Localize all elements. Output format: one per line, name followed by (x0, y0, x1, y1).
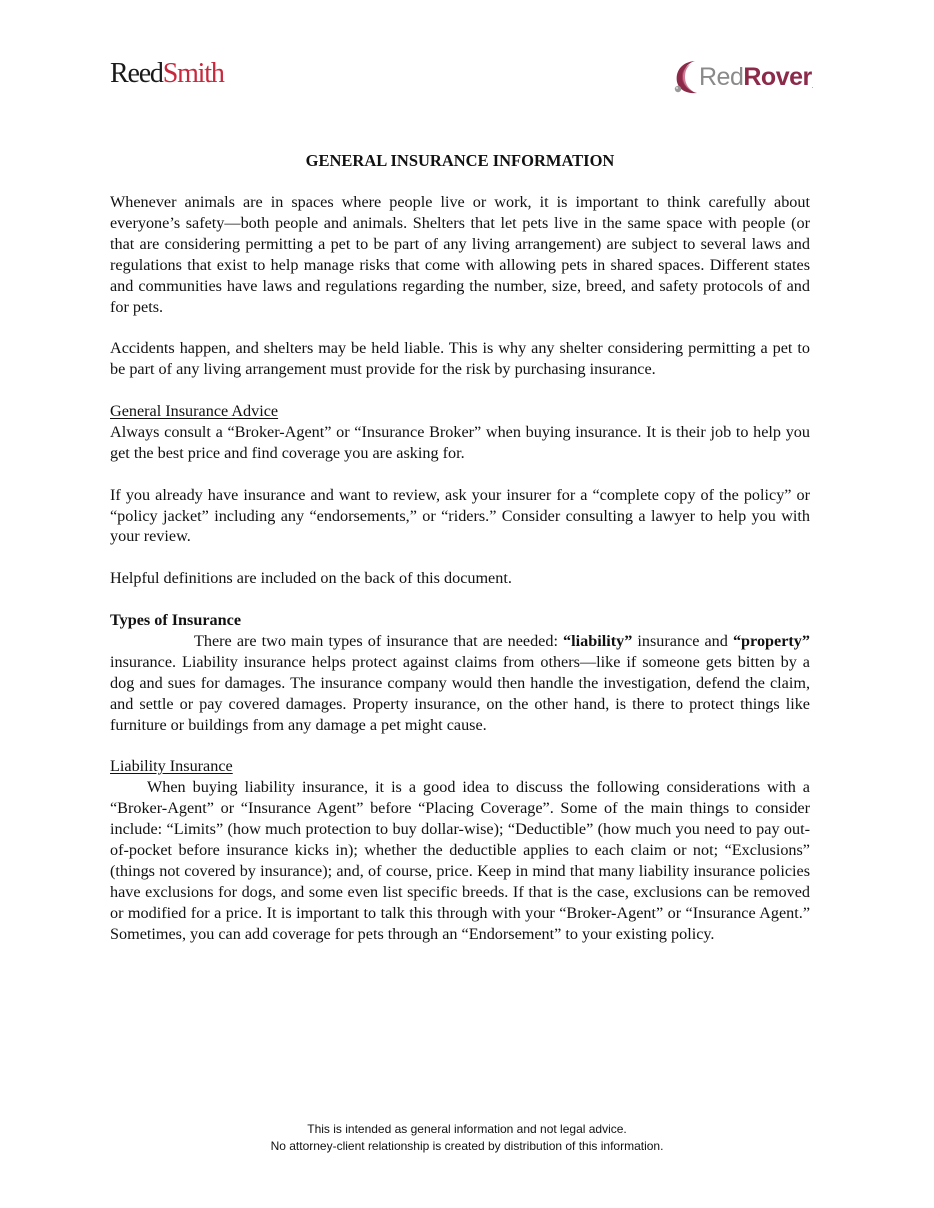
intro-paragraph-1: Whenever animals are in spaces where people live or work, it is important to think carefully about everyone’s safety—both people and animals. Shelters that let pets live in the same space with people (or that are considering permitting a pet to be part of any living arrangement) are subject to several laws and regulations that exist to help manage risks that come with allowing pets in shared spaces. Different states and communities have laws and regulations regarding the number, size, breed, and safety protocols of and for pets. (110, 193, 810, 316)
disclaimer-footer (0, 1121, 934, 1155)
types-of-insurance-paragraph (110, 631, 810, 736)
redrover-logo-rover: Rover (743, 62, 812, 91)
disclaimer-line-1: This is intended as general information and not legal advice. (307, 1122, 627, 1136)
redrover-logo-mark: . (811, 83, 813, 90)
general-advice-paragraph-2: If you already have insurance and want to review, ask your insurer for a “complete copy of the policy” or “policy jacket” including any “endorsements,” or “riders.” Consider consulting a lawyer to help you with your review. (110, 485, 810, 546)
liability-term: “liability” (563, 631, 633, 650)
redrover-logo (671, 58, 813, 96)
redrover-wordmark (699, 62, 813, 91)
text-segment: insurance. Liability insurance helps protect against claims from others—like if someone gets bitten by a dog and sues for damages. The insurance company would then handle the investigation, defend the claim, and settle or pay covered damages. Property insurance, on the other hand, is there to protect things like furniture or buildings from any damage a pet might cause. (110, 652, 810, 734)
text-segment: insurance and (632, 631, 733, 650)
document-title: GENERAL INSURANCE INFORMATION (305, 151, 615, 170)
redrover-logo-red: Red (699, 62, 744, 91)
property-term: “property” (732, 631, 810, 650)
general-advice-heading: General Insurance Advice (110, 402, 279, 421)
intro-paragraph-2: Accidents happen, and shelters may be held liable. This is why any shelter considering permitting a pet to be part of any living arrangement must provide for the risk by purchasing insurance. (110, 339, 810, 379)
reedsmith-logo (110, 60, 224, 88)
liability-insurance-paragraph: When buying liability insurance, it is a good idea to discuss the following considerations with a “Broker-Agent” or “Insurance Agent” before “Placing Coverage”. Some of the main things to consider include: “Limits” (how much protection to buy dollar-wise); “Deductible” (how much you need to pay out-of-pocket before insurance kicks in); whether the deductible applies to each claim or not; “Exclusions” (things not covered by insurance); and, of course, price. Keep in mind that many liability insurance policies have exclusions for dogs, and some even list specific breeds. If that is the case, exclusions can be removed or modified for a price. It is important to talk this through with your “Broker-Agent” or “Insurance Agent.” Sometimes, you can add coverage for pets through an “Endorsement” to your existing policy. (110, 778, 810, 943)
document-body (110, 150, 810, 945)
reedsmith-logo-smith: Smith (162, 58, 224, 89)
types-of-insurance-heading: Types of Insurance (110, 611, 242, 630)
general-advice-paragraph-1: Always consult a “Broker-Agent” or “Insurance Broker” when buying insurance. It is their job to help you get the best price and find coverage you are asking for. (110, 422, 810, 462)
text-segment: There are two main types of insurance that are needed: (194, 631, 564, 650)
disclaimer-line-2: No attorney-client relationship is created by distribution of this information. (270, 1139, 664, 1153)
general-advice-paragraph-3: Helpful definitions are included on the back of this document. (110, 569, 512, 588)
reedsmith-logo-reed: Reed (110, 58, 163, 89)
liability-insurance-heading: Liability Insurance (110, 757, 233, 776)
redrover-crescent-icon (671, 58, 705, 96)
